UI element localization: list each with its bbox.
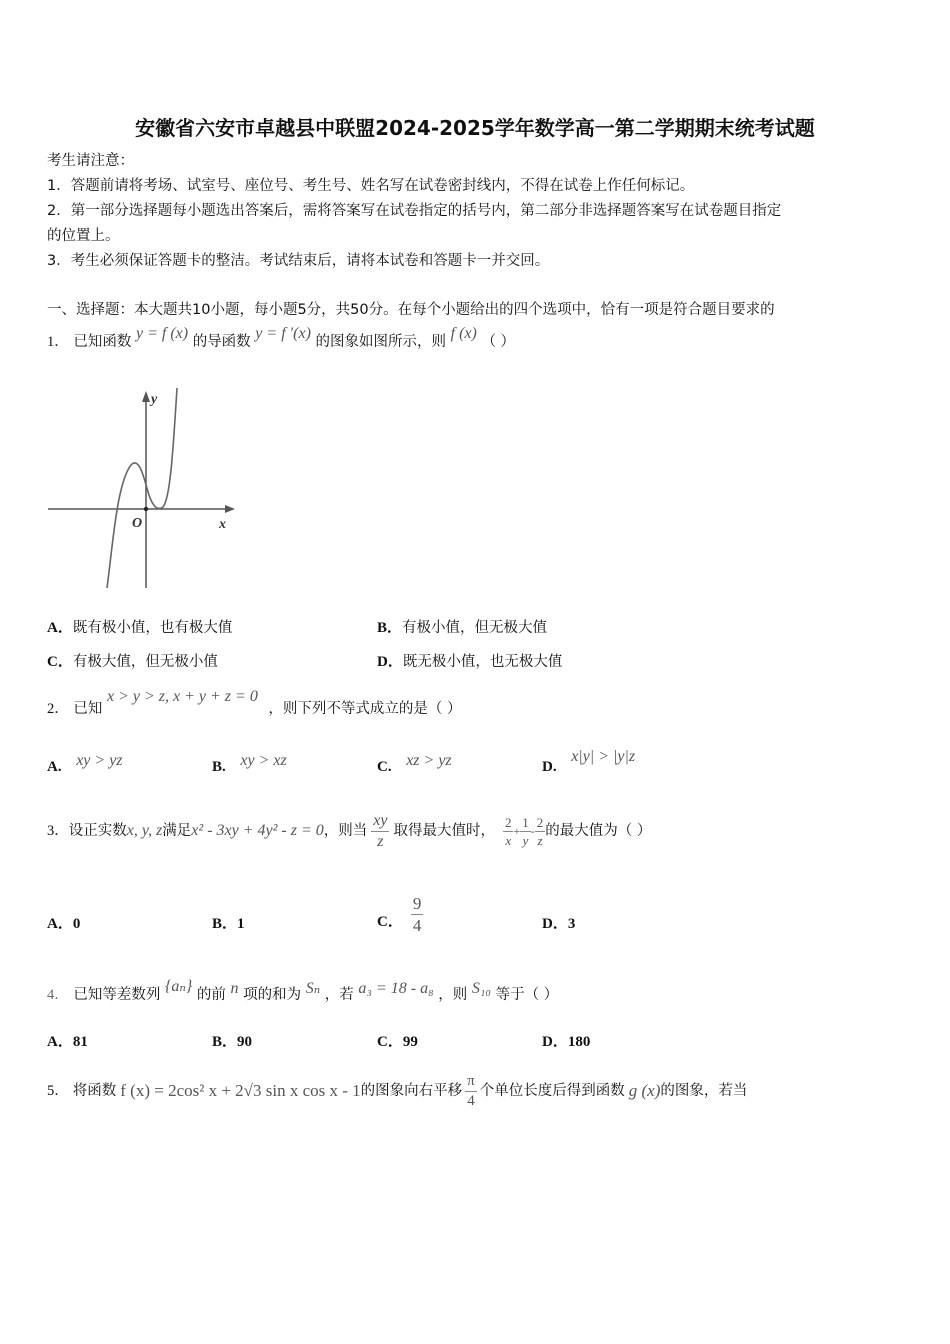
- fraction-pi-over-4: $\frac{\pi}{4}$: [467, 1072, 475, 1109]
- fraction-xy-over-z: $\frac{xy}{z}$: [373, 811, 388, 850]
- notice-item-3: 3．考生必须保证答题卡的整洁。考试结束后，请将本试卷和答题卡一并交回。: [47, 253, 550, 269]
- fraction-2-over-z: $\frac{2}{z}$: [536, 814, 544, 848]
- question-3: 3． 设正实数 x, y, z 满足 x² - 3xy + 4y² - z = 0 ，则当 $\frac{xy}{z}$ 取得最大值时， $\frac{2}{x}$ + $\frac{1}{y}$ - $\frac{2}{z}$ 的最大值为（ ）: [47, 811, 652, 850]
- q2-option-d[interactable]: D. x|y| > |y|z: [542, 748, 636, 775]
- q1-option-d[interactable]: D．既无极小值，也无极大值: [377, 654, 563, 670]
- notice-item-1: 1．答题前请将考场、试室号、座位号、考生号、姓名写在试卷密封线内，不得在试卷上作任何标记。: [47, 178, 695, 194]
- fraction-1-over-y: $\frac{1}{y}$: [522, 814, 529, 848]
- math-expr: x > y > z, x + y + z = 0: [106, 688, 258, 705]
- math-expr: x, y, z: [126, 822, 163, 839]
- q3-option-d[interactable]: D．3: [542, 916, 576, 932]
- math-expr: n: [230, 980, 239, 997]
- section-heading: 一、选择题：本大题共10小题，每小题5分，共50分。在每个小题给出的四个选项中，恰有一项是符合题目要求的: [47, 302, 775, 318]
- math-expr: f (x): [450, 325, 477, 342]
- math-expr: y = f (x): [135, 325, 189, 342]
- q2-option-a[interactable]: A. xy > yz: [47, 752, 123, 775]
- math-expr: f (x) = 2cos² x + 2√3 sin x cos x - 1: [120, 1081, 361, 1100]
- notice-heading: 考生请注意：: [47, 153, 134, 169]
- q1-option-c[interactable]: C．有极大值，但无极小值: [47, 654, 218, 670]
- q2-option-c[interactable]: C. xz > yz: [377, 752, 452, 775]
- question-4: 4． 已知等差数列 {aₙ} 的前 n 项的和为 Sₙ ，若 a₃ = 18 - a₈ ，则 S₁₀ 等于（ ）: [47, 978, 559, 1003]
- svg-text:O: O: [132, 516, 143, 531]
- derivative-graph-figure: [45, 383, 250, 590]
- q3-option-b[interactable]: B．1: [212, 916, 245, 932]
- q4-option-b[interactable]: B．90: [212, 1034, 253, 1050]
- question-number: 4．: [47, 987, 69, 1003]
- question-number: 5．: [47, 1083, 69, 1099]
- math-expr: g (x): [628, 1081, 661, 1100]
- notice-item-2-cont: 的位置上。: [47, 228, 120, 244]
- question-number: 1．: [47, 334, 69, 350]
- q4-option-a[interactable]: A．81: [47, 1034, 88, 1050]
- notice-item-2: 2．第一部分选择题每小题选出答案后，需将答案写在试卷指定的括号内，第二部分非选择题答案写在试卷题目指定: [47, 203, 782, 219]
- math-expr: x² - 3xy + 4y² - z = 0: [191, 822, 324, 839]
- q3-option-c[interactable]: C． $\frac{9}{4}$: [377, 894, 422, 935]
- derivative-curve-graph: [45, 383, 250, 590]
- question-number: 2．: [47, 701, 69, 717]
- q4-option-d[interactable]: D．180: [542, 1034, 591, 1050]
- math-expr: a₃ = 18 - a₈: [358, 980, 434, 997]
- math-expr: {aₙ}: [164, 978, 193, 995]
- q4-option-c[interactable]: C．99: [377, 1034, 418, 1050]
- svg-text:x: x: [219, 517, 226, 532]
- q3-option-a[interactable]: A．0: [47, 916, 81, 932]
- math-expr: Sₙ: [305, 980, 321, 997]
- q2-option-b[interactable]: B. xy > xz: [212, 752, 287, 775]
- question-number: 3．: [47, 823, 69, 839]
- question-1: 1． 已知函数 y = f (x) 的导函数 y = f ′(x) 的图象如图所示，则 f (x) （ ）: [47, 325, 516, 350]
- question-2: 2． 已知 x > y > z, x + y + z = 0 ，则下列不等式成立的是（ ）: [47, 688, 462, 717]
- page-title: 安徽省六安市卓越县中联盟2024-2025学年数学高一第二学期期末统考试题: [135, 116, 815, 140]
- question-5: 5． 将函数 f (x) = 2cos² x + 2√3 sin x cos x - 1 的图象向右平移 $\frac{\pi}{4}$ 个单位长度后得到函数 g (x) 的图象，若当: [47, 1072, 748, 1109]
- q1-option-b[interactable]: B．有极小值，但无极大值: [377, 620, 548, 636]
- math-expr: S₁₀: [471, 980, 491, 997]
- fraction-9-over-4: $\frac{9}{4}$: [412, 894, 422, 935]
- q1-option-a[interactable]: A．既有极小值，也有极大值: [47, 620, 233, 636]
- svg-text:y: y: [151, 392, 158, 407]
- math-expr: y = f ′(x): [255, 325, 311, 342]
- fraction-2-over-x: $\frac{2}{x}$: [504, 814, 512, 848]
